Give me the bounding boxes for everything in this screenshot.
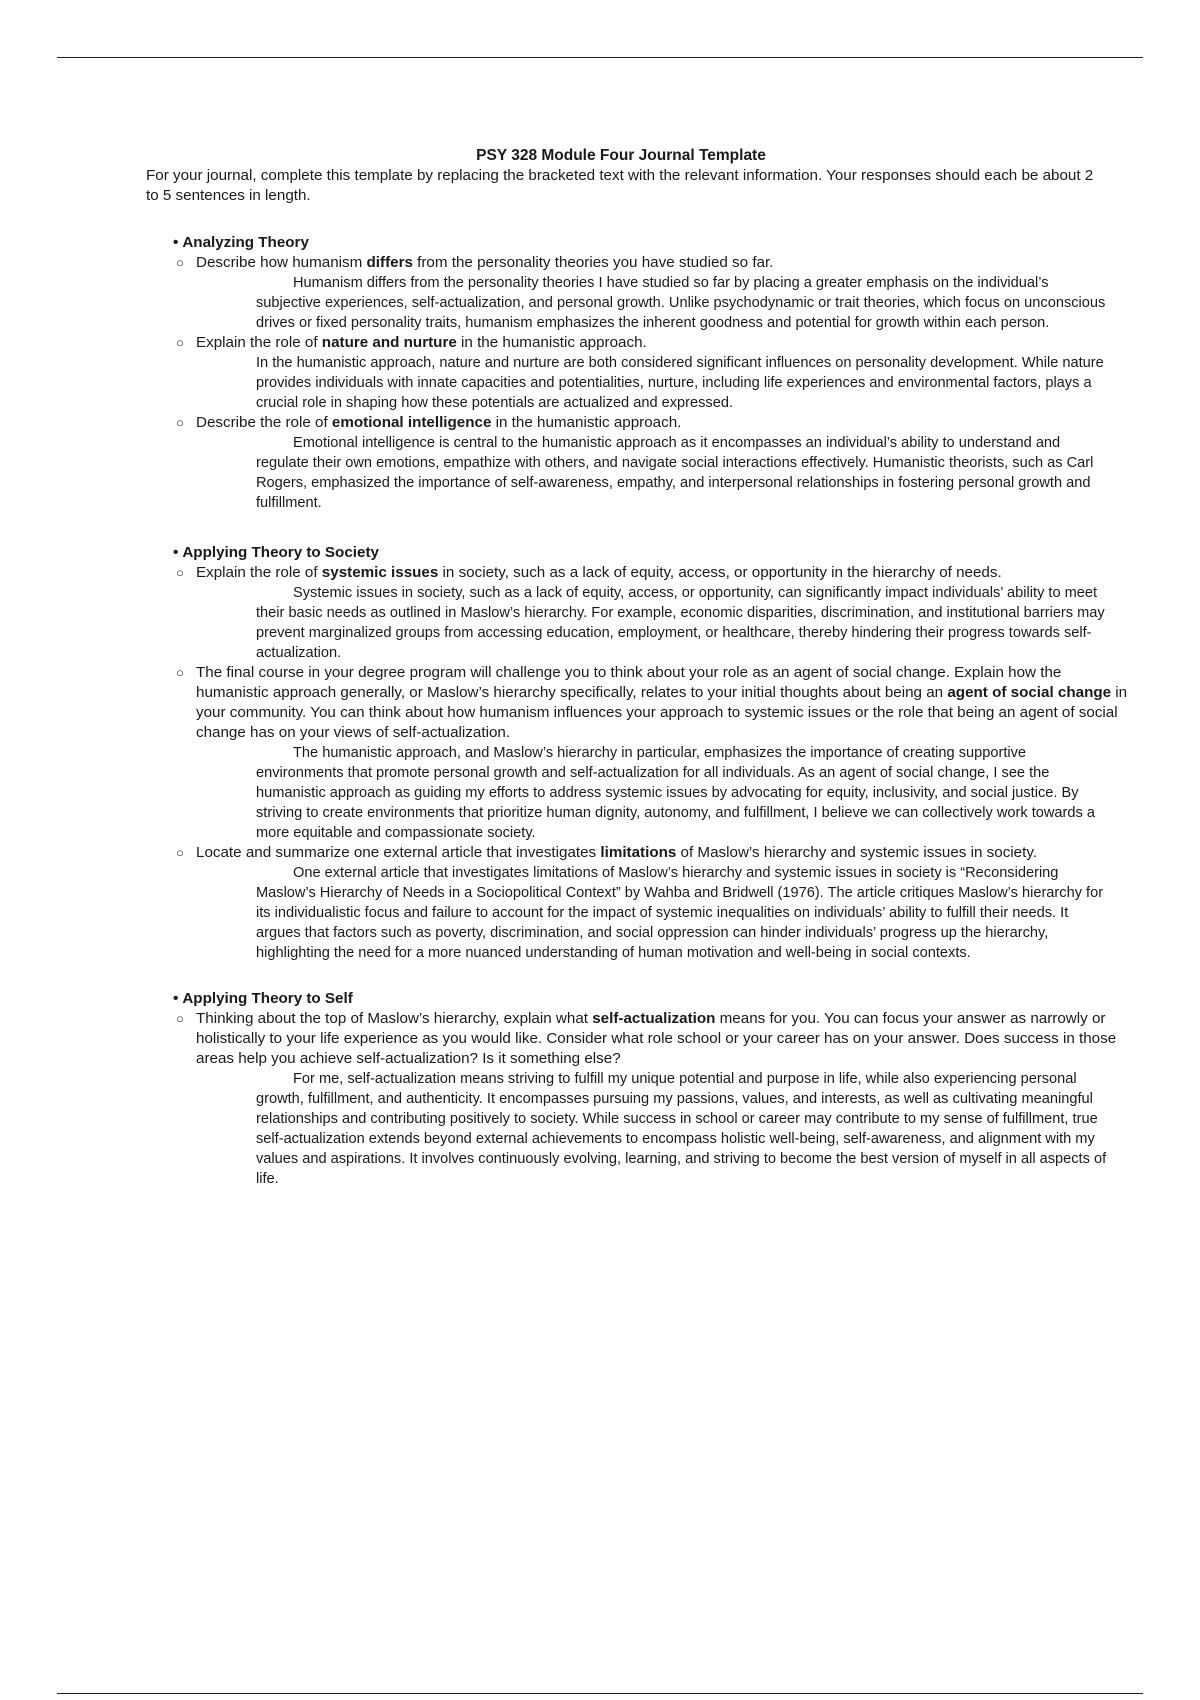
item-list [146,1009,1132,1189]
list-item [176,843,1132,963]
response-text: In the humanistic approach, nature and nurture are both considered significant influences on personality development. While nature provides individuals with innate capacities and potentialities, nurture, including life experiences and environmental factors, plays a crucial role in shaping how these potentials are actualized and expressed. [256,355,1104,411]
top-rule [57,57,1143,58]
list-item [176,1009,1132,1189]
item-list [146,253,1132,513]
response-text: One external article that investigates limitations of Maslow’s hierarchy and systemic issues in society is “Reconsidering Maslow’s Hierarchy of Needs in a Sociopolitical Context” by Wahba and Bridwell (1976). The article critiques Maslow’s hierarchy for its individualistic focus and failure to account for the impact of systemic inequalities on individuals’ ability to fulfill their needs. It argues that factors such as poverty, discrimination, and social oppression can hinder individuals’ progress up the hierarchy, highlighting the need for a more nuanced understanding of human motivation and well-being in social contexts. [256,865,1104,961]
response-text: Emotional intelligence is central to the humanistic approach as it encompasses an individual’s ability to understand and regulate their own emotions, empathize with others, and navigate social interactions effectively. Humanistic theorists, such as Carl Rogers, emphasized the importance of self-awareness, empathy, and interpersonal relationships in fostering personal growth and fulfillment. [256,435,1094,511]
circle-bullet-icon: ○ [176,415,184,430]
list-item [176,253,1132,333]
prompt-text: Describe how humanism differs from the personality theories you have studied so far. [196,254,774,271]
circle-bullet-icon: ○ [176,255,184,270]
section-heading: • Analyzing Theory [173,234,309,251]
prompt-text: The final course in your degree program will challenge you to think about your role as an agent of social change. Explain how the humanistic approach generally, or Maslow’s hierarchy specifically, relates to your initial thoughts about being an agent of social change in your community. You can think about how humanism influences your approach to systemic issues or the role that being an agent of social change has on your views of self-actualization. [196,664,1128,741]
section-applying-theory-self [173,989,1117,1189]
prompt-text: Thinking about the top of Maslow’s hierarchy, explain what self-actualization means for you. You can focus your answer as narrowly or holistically to your life experience as you would like. Consider what role school or your career has on your answer. Does success in those areas help you achieve self-actualization? Is it something else? [196,1010,1117,1067]
circle-bullet-icon: ○ [176,1011,184,1026]
bullet-icon: • [173,234,179,251]
prompt-text: Locate and summarize one external article that investigates limitations of Maslow’s hierarchy and systemic issues in society. [196,844,1038,861]
circle-bullet-icon: ○ [176,335,184,350]
intro-paragraph: For your journal, complete this template by replacing the bracketed text with the relevant information. Your responses should each be about 2 to 5 sentences in length. [146,167,1094,204]
section-applying-theory-society [173,543,1128,963]
bullet-icon: • [173,544,179,561]
circle-bullet-icon: ○ [176,845,184,860]
list-item [176,563,1132,663]
circle-bullet-icon: ○ [176,665,184,680]
bottom-rule [57,1693,1143,1694]
section-heading: • Applying Theory to Society [173,544,379,561]
list-item [176,663,1132,843]
prompt-text: Explain the role of nature and nurture in the humanistic approach. [196,334,647,351]
prompt-text: Explain the role of systemic issues in society, such as a lack of equity, access, or opportunity in the hierarchy of needs. [196,564,1002,581]
list-item [176,333,1132,413]
list-item [176,413,1132,513]
prompt-text: Describe the role of emotional intelligence in the humanistic approach. [196,414,682,431]
circle-bullet-icon: ○ [176,565,184,580]
response-text: Humanism differs from the personality theories I have studied so far by placing a greater emphasis on the individual’s subjective experiences, self-actualization, and personal growth. Unlike psychodynamic or trait theories, which focus on unconscious drives or fixed personality traits, humanism emphasizes the inherent goodness and potential for growth within each person. [256,275,1106,331]
response-text: For me, self-actualization means striving to fulfill my unique potential and purpose in life, while also experiencing personal growth, fulfillment, and authenticity. It encompasses pursuing my passions, values, and interests, as well as cultivating meaningful relationships and contributing positively to society. While success in school or career may contribute to my sense of fulfillment, true self-actualization extends beyond external achievements to encompass holistic well-being, self-awareness, and alignment with my values and aspirations. It involves continuously evolving, learning, and striving to become the best version of myself in all aspects of life. [256,1071,1107,1187]
document-page [146,146,1128,1189]
response-text: The humanistic approach, and Maslow’s hierarchy in particular, emphasizes the importance of creating supportive environments that promote personal growth and self-actualization for all individuals. As an agent of social change, I see the humanistic approach as guiding my efforts to address systemic issues by advocating for equity, inclusivity, and social justice. By striving to create environments that prioritize human dignity, autonomy, and fulfillment, I believe we can collectively work towards a more equitable and compassionate society. [256,745,1095,841]
document-title: PSY 328 Module Four Journal Template [476,147,766,164]
item-list [146,563,1132,963]
section-analyzing-theory [173,233,1106,513]
section-heading: • Applying Theory to Self [173,990,353,1007]
bullet-icon: • [173,990,179,1007]
response-text: Systemic issues in society, such as a lack of equity, access, or opportunity, can significantly impact individuals’ ability to meet their basic needs as outlined in Maslow’s hierarchy. For example, economic disparities, discrimination, and institutional barriers may prevent marginalized groups from accessing education, employment, or healthcare, thereby hindering their progress towards self-actualization. [256,585,1105,661]
